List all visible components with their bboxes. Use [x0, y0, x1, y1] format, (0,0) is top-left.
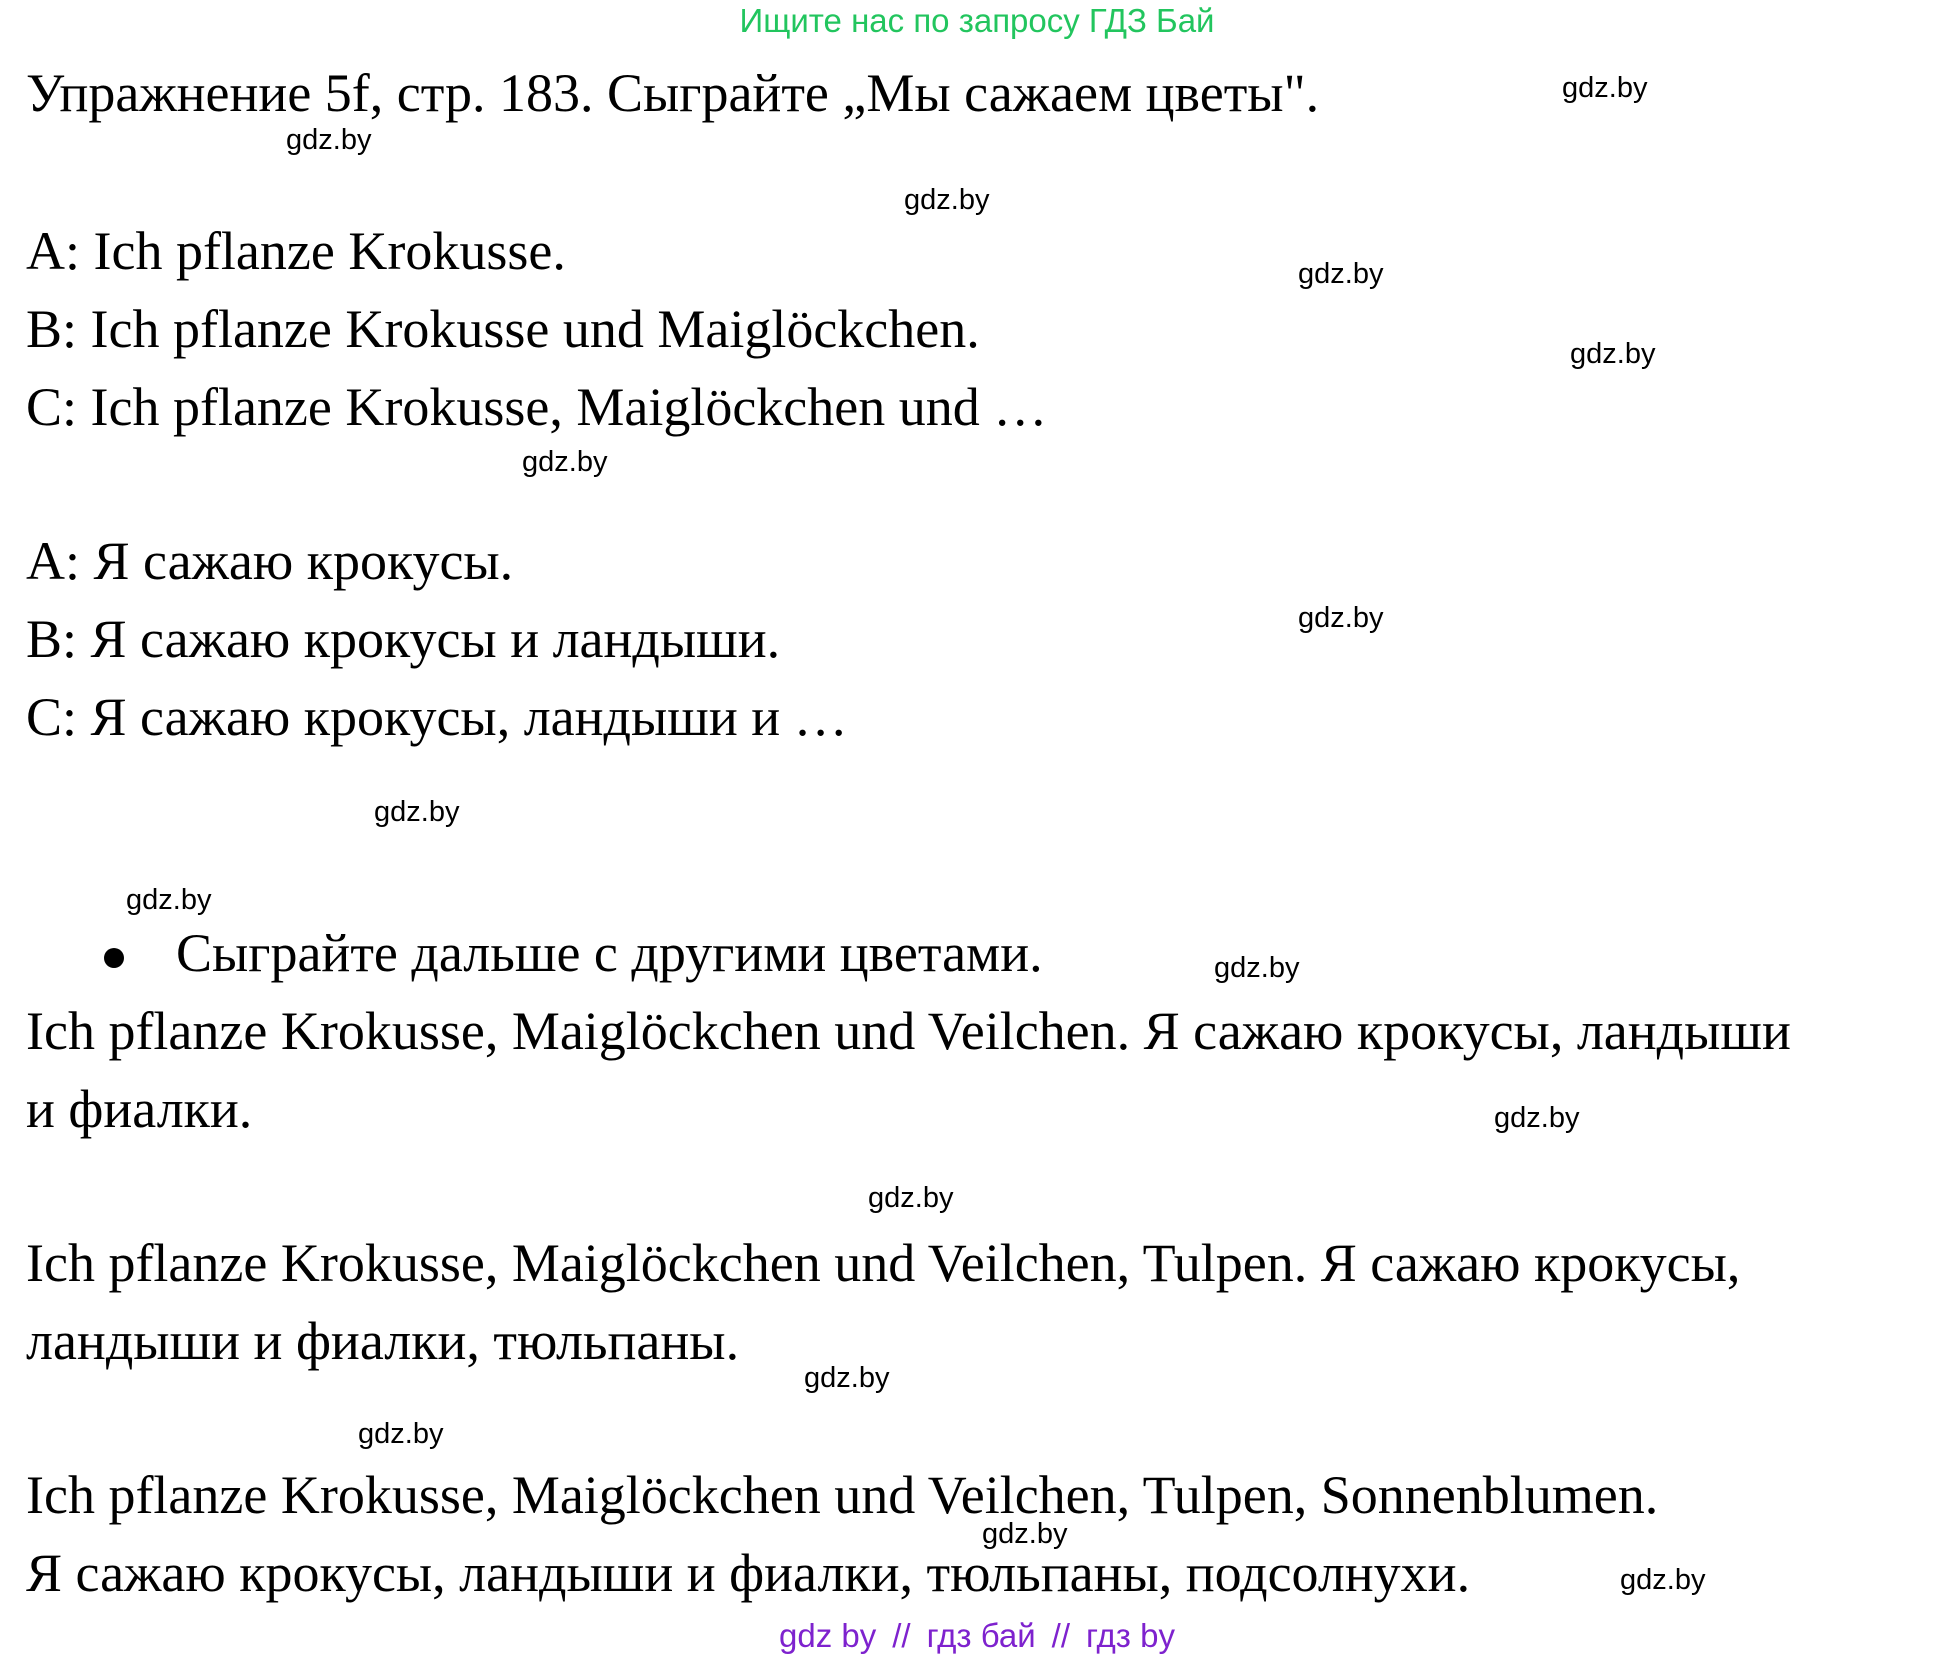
- watermark: gdz.by: [1620, 1564, 1706, 1596]
- watermark: gdz.by: [286, 124, 372, 156]
- german-line-a: A: Ich pflanze Krokusse.: [26, 221, 566, 281]
- german-line-c: C: Ich pflanze Krokusse, Maiglöckchen und …: [26, 377, 1048, 437]
- paragraph-2-line-2: ландыши и фиалки, тюльпаны.: [26, 1311, 740, 1371]
- footer-link-gdz-bai[interactable]: гдз бай: [926, 1617, 1036, 1654]
- watermark: gdz.by: [126, 884, 212, 916]
- watermark: gdz.by: [374, 796, 460, 828]
- bottom-footer: [0, 1617, 1954, 1655]
- watermark: gdz.by: [904, 184, 990, 216]
- bullet-icon: [104, 948, 124, 968]
- paragraph-3-line-1: Ich pflanze Krokusse, Maiglöckchen und Veilchen, Tulpen, Sonnenblumen.: [26, 1465, 1659, 1525]
- watermark: gdz.by: [1298, 258, 1384, 290]
- footer-link-gdz-by[interactable]: gdz by: [779, 1617, 877, 1654]
- watermark: gdz.by: [358, 1418, 444, 1450]
- russian-line-c: C: Я сажаю крокусы, ландыши и …: [26, 687, 848, 747]
- paragraph-3-line-2: Я сажаю крокусы, ландыши и фиалки, тюльпаны, подсолнухи.: [26, 1543, 1471, 1603]
- watermark: gdz.by: [1298, 602, 1384, 634]
- watermark: gdz.by: [522, 446, 608, 478]
- banner-text[interactable]: Ищите нас по запросу ГДЗ Бай: [739, 2, 1215, 39]
- bullet-instruction: Сыграйте дальше с другими цветами.: [176, 923, 1043, 983]
- watermark: gdz.by: [982, 1518, 1068, 1550]
- footer-separator: //: [1051, 1617, 1070, 1654]
- footer-separator: //: [892, 1617, 911, 1654]
- paragraph-1-line-2: и фиалки.: [26, 1079, 253, 1139]
- footer-link-gdz-by-mixed[interactable]: гдз by: [1086, 1617, 1175, 1654]
- watermark: gdz.by: [868, 1182, 954, 1214]
- watermark: gdz.by: [1562, 72, 1648, 104]
- russian-line-a: A: Я сажаю крокусы.: [26, 531, 514, 591]
- russian-line-b: B: Я сажаю крокусы и ландыши.: [26, 609, 781, 669]
- watermark: gdz.by: [804, 1362, 890, 1394]
- german-line-b: B: Ich pflanze Krokusse und Maiglöckchen.: [26, 299, 980, 359]
- watermark: gdz.by: [1570, 338, 1656, 370]
- watermark: gdz.by: [1494, 1102, 1580, 1134]
- paragraph-2-line-1: Ich pflanze Krokusse, Maiglöckchen und Veilchen, Tulpen. Я сажаю крокусы,: [26, 1233, 1741, 1293]
- paragraph-1-line-1: Ich pflanze Krokusse, Maiglöckchen und Veilchen. Я сажаю крокусы, ландыши: [26, 1001, 1791, 1061]
- exercise-title: Упражнение 5f, стр. 183. Сыграйте „Мы сажаем цветы".: [26, 63, 1320, 123]
- top-banner[interactable]: [0, 2, 1954, 40]
- watermark: gdz.by: [1214, 952, 1300, 984]
